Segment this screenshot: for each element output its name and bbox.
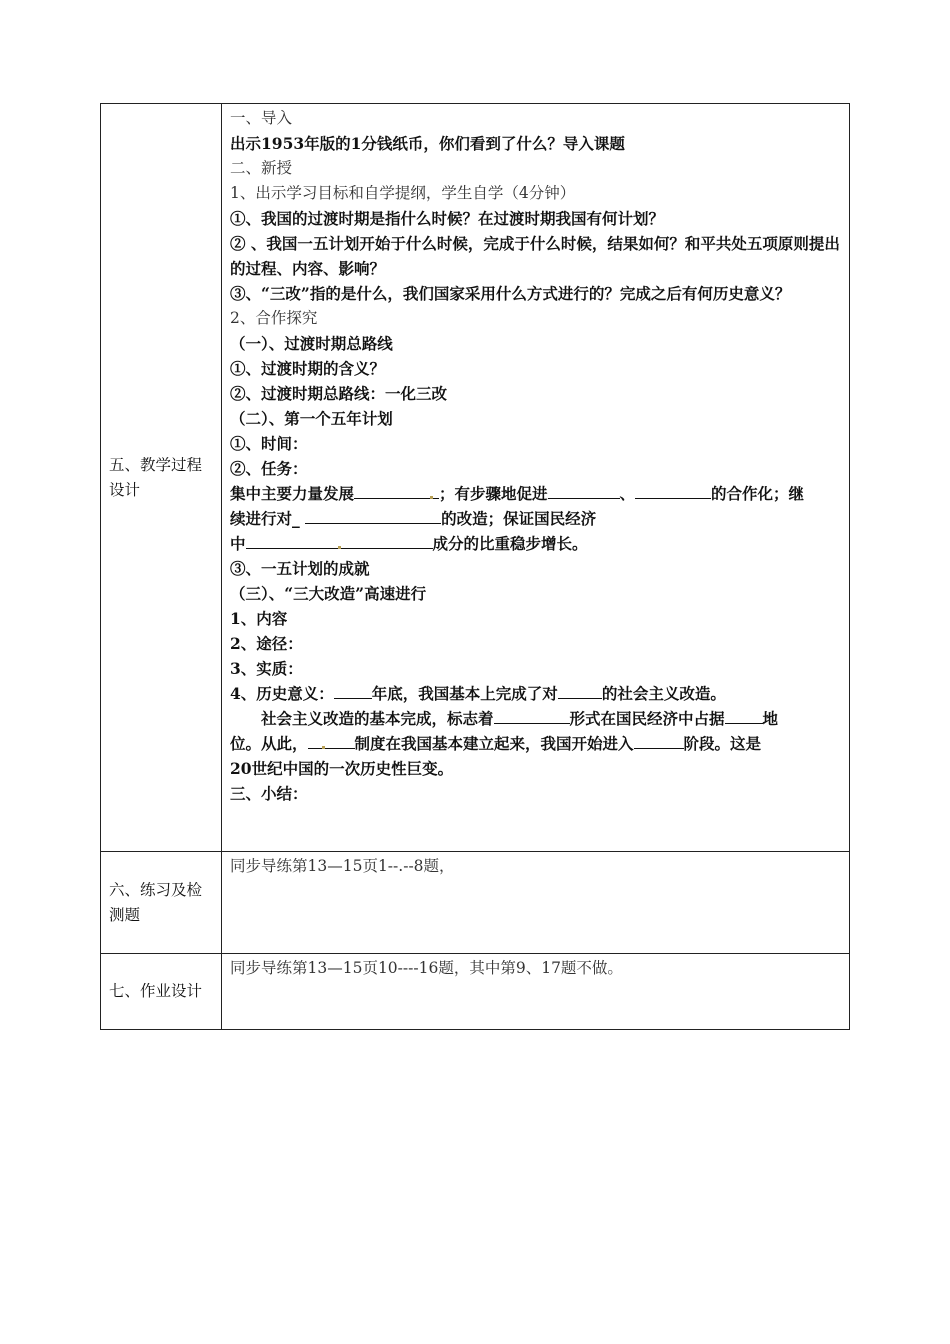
exercise-label: 六、练习及检测题 (101, 852, 222, 954)
question-2: ② 、我国一五计划开始于什么时候，完成于什么时候，结果如何？和平共处五项原则提出的过程、内容、影响？ (230, 234, 840, 278)
conclusion-text: 地 (762, 709, 779, 728)
teaching-process-content (222, 104, 850, 852)
task-text: 续进行对_ (230, 509, 306, 528)
homework-label: 七、作业设计 (101, 954, 222, 1030)
significance-text: 的社会主义改造。 (601, 684, 726, 703)
fill-blank (354, 482, 430, 499)
significance-text: 4、历史意义： (230, 684, 334, 703)
exercise-row (101, 852, 850, 954)
section-1-item-a: ①、过渡时期的含义？ (230, 359, 386, 378)
task-line-1 (230, 481, 841, 506)
task-text: 成分的比重稳步增长。 (432, 534, 588, 553)
section-1-item-b: ②、过渡时期总路线：一化三改 (230, 384, 448, 403)
intro-text: 出示1953年版的1分钱纸币，你们看到了什么？导入课题 (230, 134, 625, 153)
lesson-plan-table (100, 103, 850, 1030)
section-2-achievements: ③、一五计划的成就 (230, 559, 370, 578)
conclusion-text: 形式在国民经济中占据 (569, 709, 725, 728)
exercise-text: 同步导练第13—15页1--.--8题， (230, 857, 455, 875)
task-line-3 (230, 531, 841, 556)
significance-line (230, 681, 841, 706)
section-2-time: ①、时间： (230, 434, 308, 453)
new-lesson-heading: 二、新授 (230, 159, 293, 177)
task-text: 、 (619, 484, 636, 503)
self-study-instruction: 1、出示学习目标和自学提纲，学生自学（4分钟） (230, 184, 576, 202)
task-text: 的改造；保证国民经济 (441, 509, 597, 528)
section-1-title: （一）、过渡时期总路线 (230, 334, 393, 353)
cooperative-inquiry-heading: 2、合作探究 (230, 309, 318, 327)
teaching-process-row (101, 104, 850, 852)
homework-text: 同步导练第13—15页10----16题，其中第9、17题不做。 (230, 959, 623, 977)
fill-blank (548, 482, 620, 499)
conclusion-text: 位。从此， (230, 734, 308, 753)
fill-blank (246, 532, 338, 549)
intro-heading: 一、导入 (230, 109, 293, 127)
section-3-method: 2、途径： (230, 634, 303, 653)
task-text: 集中主要力量发展 (230, 484, 355, 503)
fill-blank (325, 732, 355, 749)
question-1: ①、我国的过渡时期是指什么时候？在过渡时期我国有何计划？ (230, 209, 665, 228)
summary-heading: 三、小结： (230, 784, 308, 803)
section-3-essence: 3、实质： (230, 659, 303, 678)
fill-blank (635, 482, 711, 499)
task-text: 的合作化；继 (711, 484, 805, 503)
teaching-process-label: 五、教学过程设计 (101, 104, 222, 852)
task-text: 中 (230, 534, 246, 553)
conclusion-line-2 (230, 731, 841, 756)
fill-blank (308, 732, 322, 749)
conclusion-text: 制度在我国基本建立起来，我国开始进入 (354, 734, 634, 753)
fill-blank (634, 732, 684, 749)
conclusion-text: 阶段。这是 (683, 734, 762, 753)
section-3-title: （三）、“三大改造”高速进行 (230, 584, 427, 603)
fill-blank (334, 682, 372, 699)
fill-blank (341, 532, 433, 549)
task-text: ；有步骤地促进 (439, 484, 548, 503)
conclusion-line-1 (230, 706, 841, 731)
task-line-2 (230, 506, 841, 531)
question-3: ③、“三改”指的是什么，我们国家采用什么方式进行的？完成之后有何历史意义？ (230, 284, 791, 303)
homework-content (222, 954, 850, 1030)
fill-blank (558, 682, 602, 699)
section-2-task: ②、任务： (230, 459, 308, 478)
significance-text: 年底，我国基本上完成了对 (371, 684, 558, 703)
section-3-content: 1、内容 (230, 609, 288, 628)
conclusion-text: 社会主义改造的基本完成，标志着 (261, 709, 494, 728)
fill-blank (494, 707, 570, 724)
fill-blank (305, 507, 441, 524)
exercise-content (222, 852, 850, 954)
section-2-title: （二）、第一个五年计划 (230, 409, 393, 428)
conclusion-line-3: 20世纪中国的一次历史性巨变。 (230, 759, 454, 778)
fill-blank (725, 707, 763, 724)
homework-row (101, 954, 850, 1030)
